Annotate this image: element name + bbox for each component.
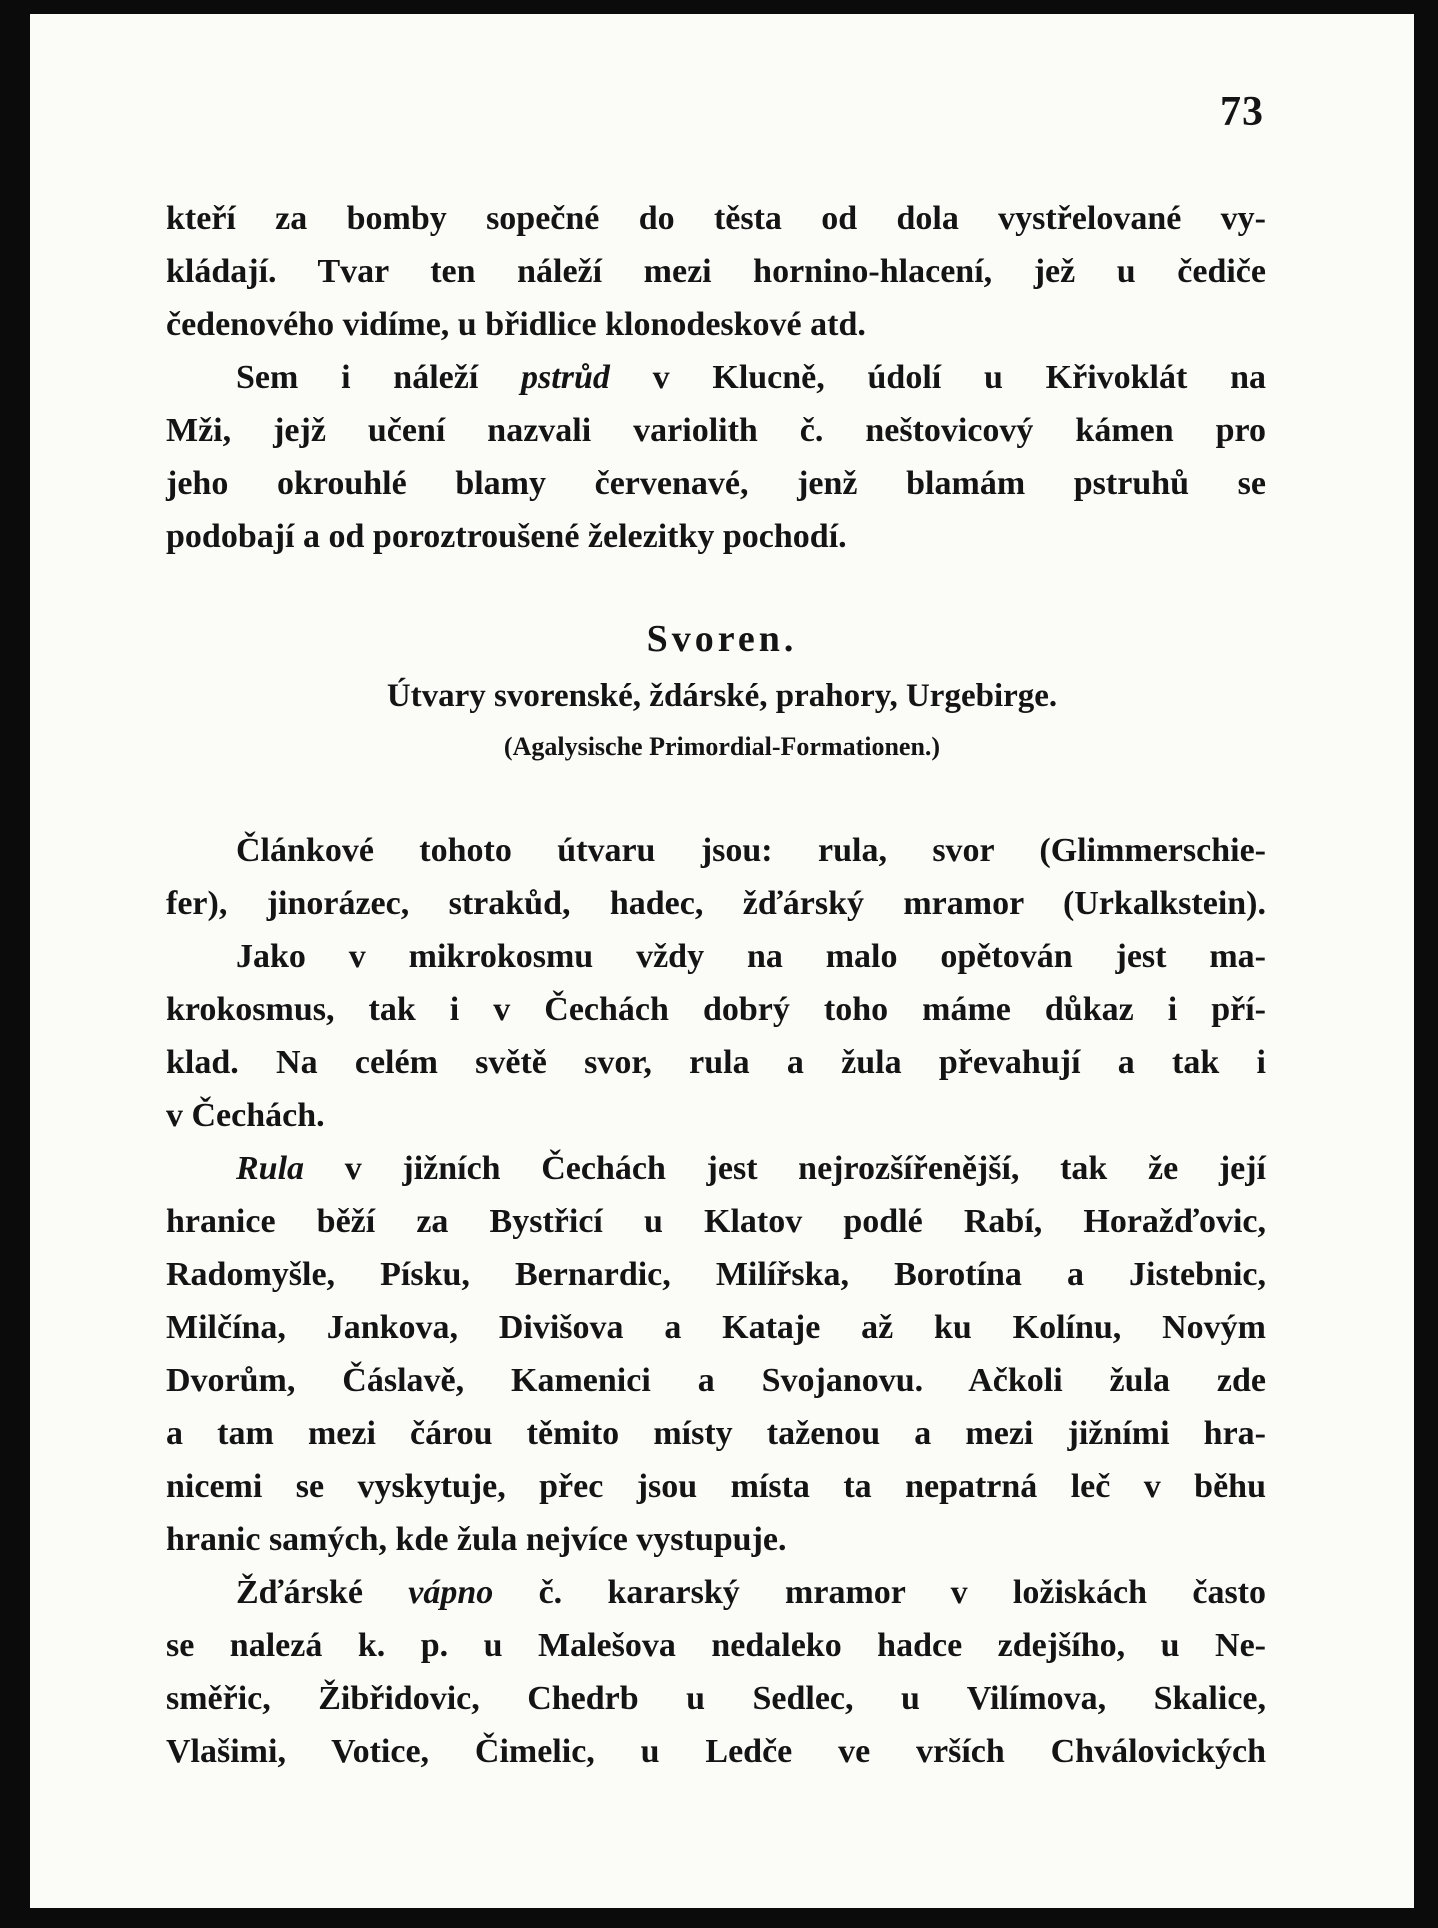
text-segment: v jižních Čechách jest nejrozšířenější, tak že její [304,1150,1266,1187]
text-line: Dvorům, Čáslavě, Kamenici a Svojanovu. Ačkoli žula zde [166,1362,1266,1399]
text-line: Jako v mikrokosmu vždy na malo opětován jest ma- [236,938,1266,975]
text-line: v Čechách. [166,1097,325,1134]
scan-border-bottom [0,1908,1438,1928]
text-line: a tam mezi čárou těmito místy taženou a mezi jižními hra- [166,1415,1266,1452]
section-subtitle: Útvary svorenské, ždárské, prahory, Urgebirge. [386,678,1058,714]
text-line [236,351,1266,405]
text-line: Článkové tohoto útvaru jsou: rula, svor (Glimmerschie- [236,832,1266,869]
book-page [30,14,1414,1908]
italic-term: pstrůd [521,359,610,396]
section-title: Svoren. [646,618,798,660]
text-line: čedenového vidíme, u břidlice klonodeskové atd. [166,306,866,343]
text-line: směřic, Žibřidovic, Chedrb u Sedlec, u Vilímova, Skalice, [166,1680,1266,1717]
text-line: Milčína, Jankova, Divišova a Kataje až ku Kolínu, Novým [166,1309,1266,1346]
text-line: jeho okrouhlé blamy červenavé, jenž blamám pstruhů se [166,465,1266,502]
text-line [236,1142,1266,1196]
text-line: kládají. Tvar ten náleží mezi hornino-hlacení, jež u čediče [166,253,1266,290]
text-line: podobají a od poroztroušené železitky pochodí. [166,518,847,555]
text-line: krokosmus, tak i v Čechách dobrý toho máme důkaz i pří- [166,991,1266,1028]
text-segment: Sem i náleží [236,359,522,396]
text-segment: Žďárské [236,1574,409,1611]
text-line: hranic samých, kde žula nejvíce vystupuje. [166,1521,787,1558]
text-line: klad. Na celém světě svor, rula a žula převahují a tak i [166,1044,1266,1081]
text-line: Radomyšle, Písku, Bernardic, Milířska, Borotína a Jistebnic, [166,1256,1266,1293]
scan-border-top [0,0,1438,14]
text-line: nicemi se vyskytuje, přec jsou místa ta nepatrná leč v běhu [166,1468,1266,1505]
text-line: kteří za bomby sopečné do těsta od dola vystřelované vy- [166,200,1266,237]
text-line: fer), jinorázec, strakůd, hadec, žďárský mramor (Urkalkstein). [166,885,1266,922]
text-segment: v Klucně, údolí u Křivoklát na [609,359,1266,396]
page-number: 73 [1220,89,1264,135]
text-line: hranice běží za Bystřicí u Klatov podlé Rabí, Horažďovic, [166,1203,1266,1240]
text-line [236,1566,1266,1620]
text-line: se nalezá k. p. u Malešova nedaleko hadce zdejšího, u Ne- [166,1627,1266,1664]
section-german-subtitle: (Agalysische Primordial-Formationen.) [503,732,941,761]
italic-term: vápno [408,1574,494,1611]
text-line: Vlašimi, Votice, Čimelic, u Ledče ve vrších Chválovických [166,1733,1266,1770]
italic-term: Rula [236,1150,305,1187]
text-line: Mži, jejž učení nazvali variolith č. neštovicový kámen pro [166,412,1266,449]
scan-border-right [1414,0,1438,1928]
text-segment: č. kararský mramor v ložiskách často [493,1574,1266,1611]
scan-border-left [0,0,30,1928]
